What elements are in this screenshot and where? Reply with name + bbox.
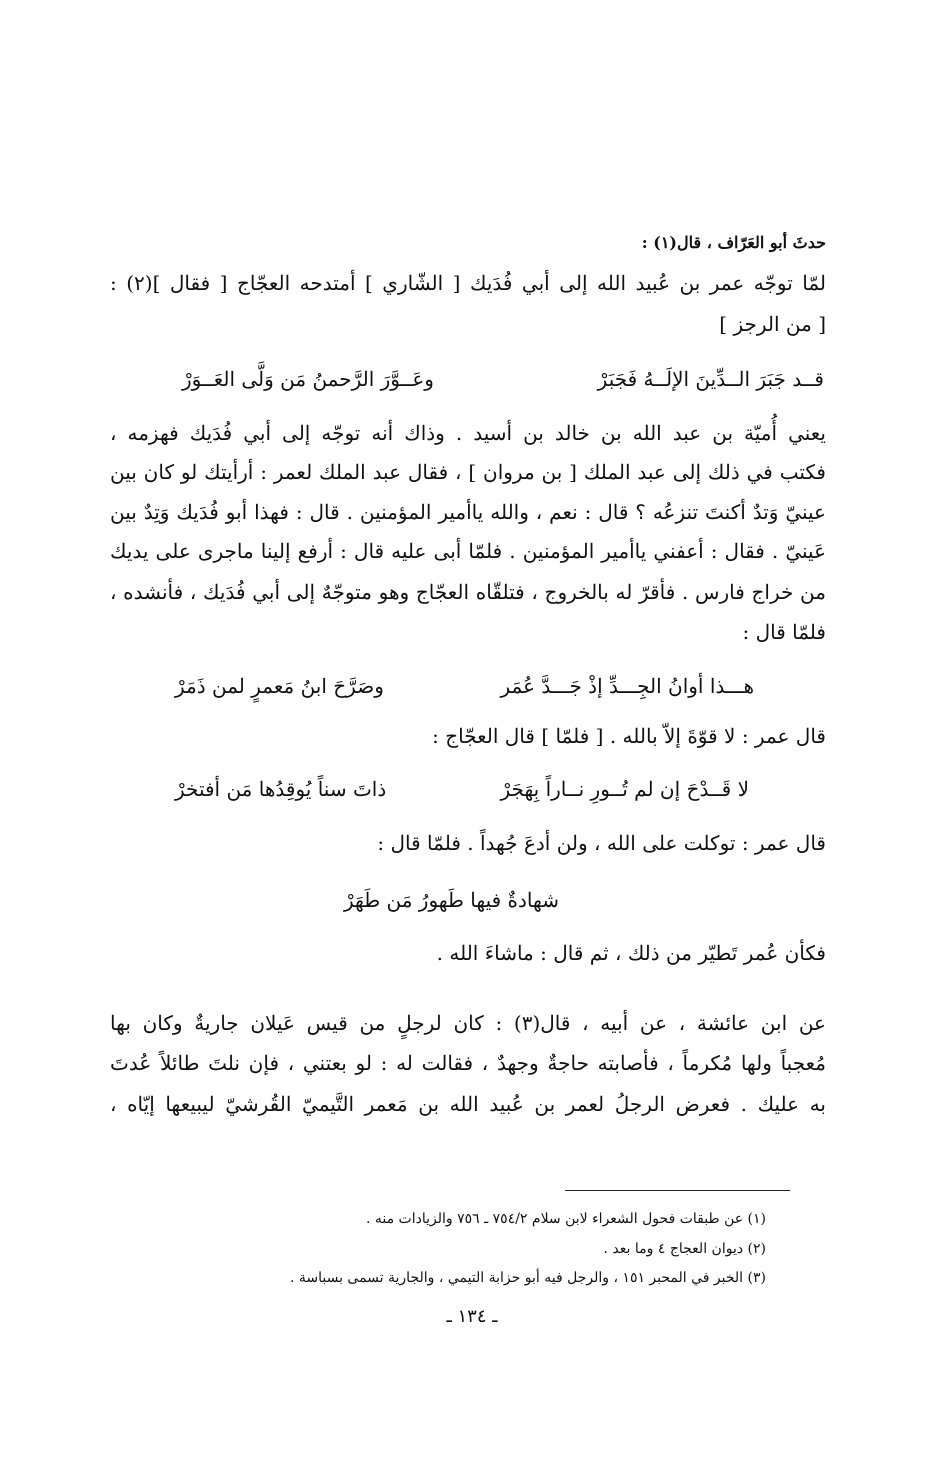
verse-second-hemistich: وعَــوَّرَ الرَّحمنُ مَن وَلَّى العَــوَرْ bbox=[182, 367, 434, 391]
footnote: (٣) الخبر في المحبر ١٥١ ، والرجل فيه أبو حزابة التيمي ، والجارية تسمى بسباسة . bbox=[289, 1270, 766, 1286]
meter-label: [ من الرجز ] bbox=[719, 312, 826, 336]
footnote: (١) عن طبقات فحول الشعراء لابن سلام ٧٥٤/٢ ـ ٧٥٦ والزيادات منه . bbox=[365, 1211, 766, 1227]
section-heading: حدثَ أبو العَرّاف ، قال(١) : bbox=[641, 233, 826, 252]
verse-second-hemistich: ذاتَ سناً يُوقِدُها مَن أفتخرْ bbox=[175, 777, 387, 801]
paragraph-line: عينيّ وَتدٌ أكنتَ تنزعُه ؟ قال : نعم ، والله ياأمير المؤمنين . قال : فهذا أبو فُدَيك وَتِدٌ بين bbox=[110, 500, 826, 524]
paragraph-line: من خراج فارس . فأقرّ له بالخروج ، فتلقّاه العجّاج وهو متوجّهٌ إلى أبي فُدَيك ، فأنشده ، bbox=[110, 580, 826, 604]
paragraph-line: قال عمر : توكلت على الله ، ولن أدعَ جُهداً . فلمّا قال : bbox=[377, 831, 826, 855]
paragraph-line: عَينيّ . فقال : أعفني ياأمير المؤمنين . فلمّا أبى عليه قال : أرفع إلينا ماجرى على يديك bbox=[110, 539, 826, 563]
paragraph-line: فكأن عُمر تَطيّر من ذلك ، ثم قال : ماشاءَ الله . bbox=[436, 941, 826, 965]
page-number: ـ ١٣٤ ـ bbox=[446, 1306, 498, 1327]
verse-first-hemistich: قــد جَبَرَ الــدِّينَ الإلَــهُ فَجَبَرْ bbox=[597, 367, 824, 391]
verse-single-hemistich: شهادةٌ فيها طَهورُ مَن طَهَرْ bbox=[343, 888, 559, 912]
verse-second-hemistich: وصَرَّحَ ابنُ مَعمرٍ لمن ذَمَرْ bbox=[175, 674, 384, 698]
paragraph-line: عن ابن عائشة ، عن أبيه ، قال(٣) : كان لرجلٍ من قيس عَيلان جاريةٌ وكان بها bbox=[110, 1011, 826, 1035]
paragraph-line: لمّا توجّه عمر بن عُبيد الله إلى أبي فُدَيك [ الشّاري ] أمتدحه العجّاج [ فقال ](٢) : bbox=[110, 271, 826, 295]
paragraph-line: فلمّا قال : bbox=[742, 620, 826, 644]
paragraph-line: قال عمر : لا قوّةَ إلاّ بالله . [ فلمّا ] قال العجّاج : bbox=[432, 724, 826, 748]
paragraph-line: مُعجباً ولها مُكرماً ، فأصابته حاجةٌ وجهدٌ ، فقالت له : لو بعتني ، فإن نلتَ طائلاً عُدتَ bbox=[110, 1051, 826, 1075]
verse-first-hemistich: لا قَــدْحَ إن لم تُــورِ نــاراً بِهَجَرْ bbox=[500, 777, 749, 801]
paragraph-line: فكتب في ذلك إلى عبد الملك [ بن مروان ] ، فقال عبد الملك لعمر : أرأيتك لو كان بين bbox=[110, 460, 826, 484]
paragraph-line: يعني أُميّة بن عبد الله بن خالد بن أسيد . وذاك أنه توجّه إلى أبي فُدَيك فهزمه ، bbox=[110, 421, 826, 445]
paragraph-line: به عليك . فعرض الرجلُ لعمر بن عُبيد الله بن مَعمر التَّيميّ القُرشيّ ليبيعها إيّاه ، bbox=[110, 1092, 826, 1116]
footnote: (٢) ديوان العجاج ٤ وما بعد . bbox=[603, 1241, 766, 1257]
verse-first-hemistich: هـــذا أوانُ الجِـــدِّ إذْ جَـــدَّ عُمَر bbox=[500, 674, 754, 698]
footnote-divider bbox=[565, 1190, 790, 1191]
